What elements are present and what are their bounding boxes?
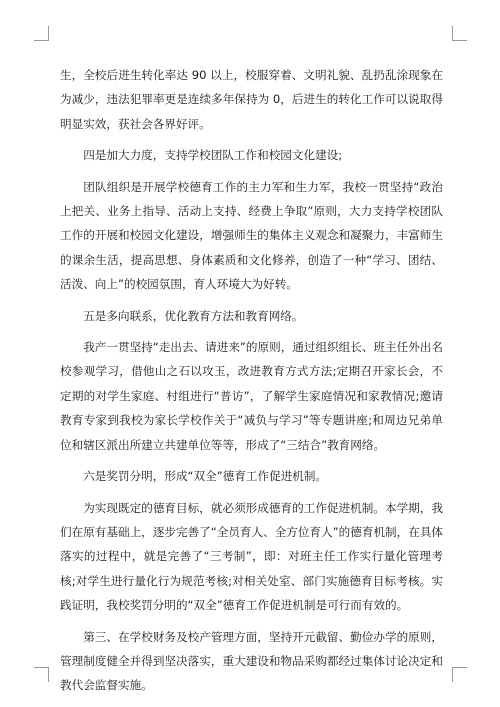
paragraph-continuation: 生，全校后进生转化率达 90 以上，校服穿着、文明礼貌、乱扔乱涂现象在为减少，违法犯罪率更是连续多年保持为 0，后进生的转化工作可以说取得明显实效，获社会各界好评。 — [60, 68, 443, 131]
paragraph-team-work: 团队组织是开展学校德育工作的主力军和生力军，我校一贯坚持“政治上把关、业务上指导、活动上支持、经费上争取”原则，大力支持学校团队工作的开展和校园文化建设，增强师生的集体主义观念和凝聚力，丰富师生的课余生活，提高思想、身体素质和文化修养，创造了一种“学习、团结、活泼、向上”的校园氛围，育人环境大为好转。 — [60, 179, 443, 292]
paragraph-education-network: 我产一贯坚持“走出去、请进来”的原则，通过组织组长、班主任外出名校参观学习，借他山之石以攻玉，改进教育方式方法;定期召开家长会，不定期的对学生家庭、村组进行“普访”，了解学生家庭情况和家教情况;邀请教育专家到我校为家长学校作关于“减负与学习”等专题讲座;和周边兄弟单位和辖区派出所建立共建单位等等，形成了“三结合”教育网络。 — [60, 340, 444, 452]
crop-mark-top-left — [34, 26, 49, 41]
paragraph-mechanism: 为实现既定的德育目标，就必须形成德育的工作促进机制。本学期，我们在原有基础上，逐步完善了“全员育人、全方位育人”的德育机制，在具体落实的过程中，就是完善了“三考制”，即：对班主任工作实行量化管理考核;对学生进行量化行为规范考核;对相关处室、部门实施德育目标考核。实践证明，我校奖罚分明的“双全”德育工作促进机制是可行而有效的。 — [60, 500, 444, 613]
document-body — [60, 63, 443, 705]
paragraph-finance: 第三、在学校财务及校产管理方面，坚持开元截留、勤俭办学的原则，管理制度健全并得到坚决落实，重大建设和物品采购都经过集体讨论决定和教代会监督实施。 — [60, 629, 443, 693]
paragraph-heading-six: 六是奖罚分明，形成“双全”德育工作促进机制。 — [83, 469, 328, 484]
paragraph-heading-five: 五是多向联系，优化教育方法和教育网络。 — [83, 308, 304, 323]
paragraph-heading-four: 四是加大力度，支持学校团队工作和校园文化建设; — [83, 148, 343, 163]
crop-mark-bottom-right — [452, 667, 467, 682]
crop-mark-bottom-left — [34, 667, 49, 682]
crop-mark-top-right — [452, 26, 467, 41]
